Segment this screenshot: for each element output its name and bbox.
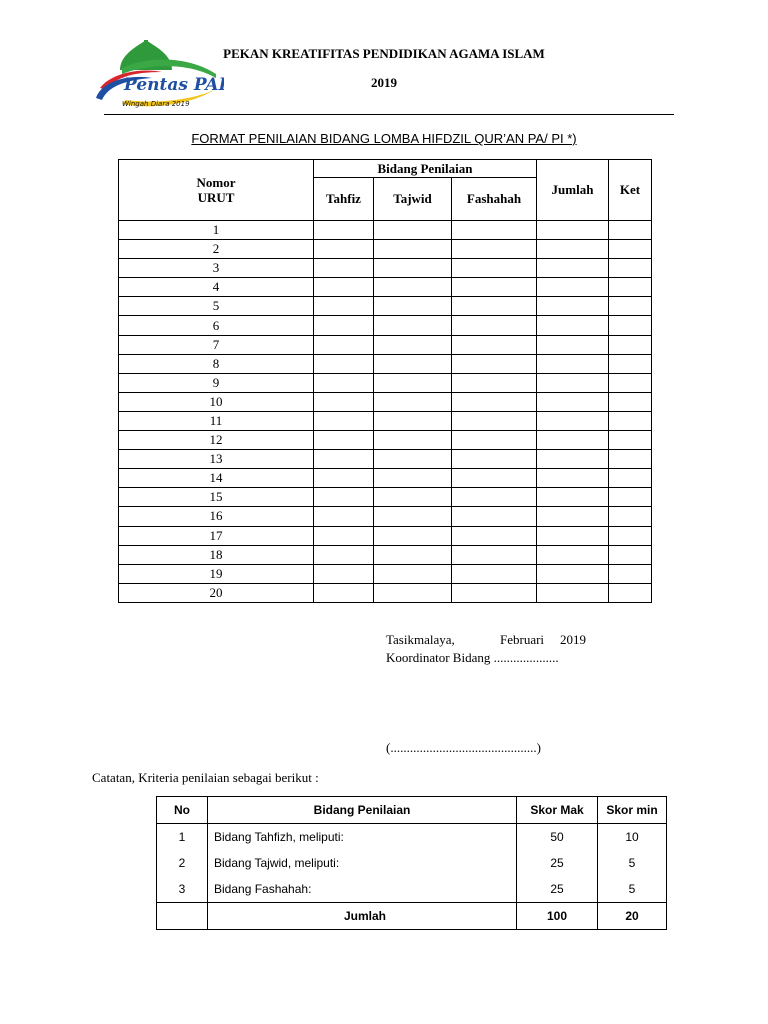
score-row [119, 583, 652, 602]
score-row [119, 392, 652, 411]
col-header-nomor-label: Nomor URUT [196, 175, 236, 205]
ket-cell[interactable] [609, 583, 652, 602]
fashahah-cell[interactable] [452, 316, 537, 335]
tajwid-cell[interactable] [374, 469, 452, 488]
criteria-header-bidang: Bidang Penilaian [208, 797, 517, 824]
row-number: 15 [119, 488, 314, 507]
fashahah-cell[interactable] [452, 373, 537, 392]
col-header-fashahah: Fashahah [452, 178, 537, 221]
jumlah-cell[interactable] [537, 583, 609, 602]
col-header-ket: Ket [609, 160, 652, 221]
col-header-group: Bidang Penilaian [314, 160, 537, 178]
criteria-total-min: 20 [598, 903, 667, 930]
fashahah-cell[interactable] [452, 431, 537, 450]
criteria-no: 2 [157, 850, 208, 876]
jumlah-cell[interactable] [537, 373, 609, 392]
tahfiz-cell[interactable] [314, 411, 374, 430]
tahfiz-cell[interactable] [314, 545, 374, 564]
score-row [119, 221, 652, 240]
row-number: 12 [119, 431, 314, 450]
row-number: 9 [119, 373, 314, 392]
jumlah-cell[interactable] [537, 259, 609, 278]
row-number: 6 [119, 316, 314, 335]
row-number: 4 [119, 278, 314, 297]
score-table [118, 159, 652, 603]
fashahah-cell[interactable] [452, 545, 537, 564]
fashahah-cell[interactable] [452, 278, 537, 297]
ket-cell[interactable] [609, 526, 652, 545]
row-number: 14 [119, 469, 314, 488]
tahfiz-cell[interactable] [314, 392, 374, 411]
ket-cell[interactable] [609, 545, 652, 564]
fashahah-cell[interactable] [452, 507, 537, 526]
ket-cell[interactable] [609, 392, 652, 411]
row-number: 18 [119, 545, 314, 564]
tajwid-cell[interactable] [374, 278, 452, 297]
score-row [119, 354, 652, 373]
tajwid-cell[interactable] [374, 373, 452, 392]
row-number: 17 [119, 526, 314, 545]
ket-cell[interactable] [609, 431, 652, 450]
score-row [119, 545, 652, 564]
fashahah-cell[interactable] [452, 564, 537, 583]
row-number: 8 [119, 354, 314, 373]
tahfiz-cell[interactable] [314, 431, 374, 450]
tajwid-cell[interactable] [374, 392, 452, 411]
jumlah-cell[interactable] [537, 431, 609, 450]
tajwid-cell[interactable] [374, 507, 452, 526]
criteria-no: 3 [157, 876, 208, 903]
tahfiz-cell[interactable] [314, 259, 374, 278]
col-header-tajwid: Tajwid [374, 178, 452, 221]
tahfiz-cell[interactable] [314, 316, 374, 335]
row-number: 13 [119, 450, 314, 469]
tajwid-cell[interactable] [374, 221, 452, 240]
row-number: 3 [119, 259, 314, 278]
tajwid-cell[interactable] [374, 297, 452, 316]
tahfiz-cell[interactable] [314, 564, 374, 583]
tajwid-cell[interactable] [374, 431, 452, 450]
criteria-row [157, 876, 667, 903]
criteria-total-no [157, 903, 208, 930]
fashahah-cell[interactable] [452, 259, 537, 278]
tahfiz-cell[interactable] [314, 335, 374, 354]
score-row [119, 450, 652, 469]
tajwid-cell[interactable] [374, 411, 452, 430]
tahfiz-cell[interactable] [314, 221, 374, 240]
jumlah-cell[interactable] [537, 297, 609, 316]
criteria-skor-min: 5 [598, 850, 667, 876]
catatan-text: Catatan, Kriteria penilaian sebagai berikut : [92, 770, 319, 785]
ket-cell[interactable] [609, 373, 652, 392]
fashahah-cell[interactable] [452, 411, 537, 430]
tajwid-cell[interactable] [374, 564, 452, 583]
signature-place: Tasikmalaya, [386, 632, 455, 647]
score-row [119, 316, 652, 335]
jumlah-cell[interactable] [537, 335, 609, 354]
criteria-skor-mak: 25 [517, 850, 598, 876]
tahfiz-cell[interactable] [314, 278, 374, 297]
fashahah-cell[interactable] [452, 297, 537, 316]
col-header-jumlah: Jumlah [537, 160, 609, 221]
jumlah-cell[interactable] [537, 507, 609, 526]
criteria-table [156, 796, 667, 930]
score-row [119, 259, 652, 278]
jumlah-cell[interactable] [537, 450, 609, 469]
score-row [119, 240, 652, 259]
score-row [119, 488, 652, 507]
header-title: PEKAN KREATIFITAS PENDIDIKAN AGAMA ISLAM [223, 46, 545, 61]
fashahah-cell[interactable] [452, 526, 537, 545]
criteria-total-label: Jumlah [208, 903, 517, 930]
score-row [119, 564, 652, 583]
tahfiz-cell[interactable] [314, 488, 374, 507]
tajwid-cell[interactable] [374, 526, 452, 545]
tajwid-cell[interactable] [374, 335, 452, 354]
row-number: 20 [119, 583, 314, 602]
fashahah-cell[interactable] [452, 240, 537, 259]
score-row [119, 469, 652, 488]
criteria-total-mak: 100 [517, 903, 598, 930]
ket-cell[interactable] [609, 488, 652, 507]
tahfiz-cell[interactable] [314, 526, 374, 545]
jumlah-cell[interactable] [537, 240, 609, 259]
tahfiz-cell[interactable] [314, 240, 374, 259]
row-number: 7 [119, 335, 314, 354]
score-row [119, 373, 652, 392]
signature-month: Februari [500, 632, 545, 647]
fashahah-cell[interactable] [452, 354, 537, 373]
logo-subtext: Wingah Diara 2019 [122, 100, 190, 108]
tahfiz-cell[interactable] [314, 507, 374, 526]
ket-cell[interactable] [609, 354, 652, 373]
score-row [119, 411, 652, 430]
fashahah-cell[interactable] [452, 450, 537, 469]
header-year: 2019 [371, 75, 397, 90]
signature-coordinator: Koordinator Bidang .................... [386, 650, 559, 665]
col-header-nomor [119, 160, 314, 221]
criteria-skor-mak: 25 [517, 876, 598, 903]
score-row [119, 335, 652, 354]
form-title: FORMAT PENILAIAN BIDANG LOMBA HIFDZIL QUR’AN PA/ PI *) [191, 131, 577, 146]
ket-cell[interactable] [609, 450, 652, 469]
row-number: 16 [119, 507, 314, 526]
fashahah-cell[interactable] [452, 469, 537, 488]
header-divider [104, 114, 674, 115]
tajwid-cell[interactable] [374, 545, 452, 564]
fashahah-cell[interactable] [452, 221, 537, 240]
ket-cell[interactable] [609, 240, 652, 259]
row-number: 10 [119, 392, 314, 411]
criteria-skor-mak: 50 [517, 824, 598, 851]
fashahah-cell[interactable] [452, 335, 537, 354]
score-row [119, 526, 652, 545]
tajwid-cell[interactable] [374, 354, 452, 373]
tajwid-cell[interactable] [374, 583, 452, 602]
ket-cell[interactable] [609, 316, 652, 335]
tahfiz-cell[interactable] [314, 373, 374, 392]
score-row [119, 431, 652, 450]
logo-text: Pentas PAI [124, 75, 224, 95]
jumlah-cell[interactable] [537, 221, 609, 240]
row-number: 2 [119, 240, 314, 259]
tajwid-cell[interactable] [374, 316, 452, 335]
ket-cell[interactable] [609, 221, 652, 240]
criteria-row [157, 850, 667, 876]
score-row [119, 507, 652, 526]
signature-name-line: (.............................................) [386, 740, 541, 755]
col-header-tahfiz: Tahfiz [314, 178, 374, 221]
ket-cell[interactable] [609, 564, 652, 583]
score-row [119, 278, 652, 297]
ket-cell[interactable] [609, 411, 652, 430]
jumlah-cell[interactable] [537, 392, 609, 411]
jumlah-cell[interactable] [537, 278, 609, 297]
row-number: 5 [119, 297, 314, 316]
tajwid-cell[interactable] [374, 259, 452, 278]
criteria-header-skor-mak: Skor Mak [517, 797, 598, 824]
row-number: 11 [119, 411, 314, 430]
jumlah-cell[interactable] [537, 354, 609, 373]
fashahah-cell[interactable] [452, 488, 537, 507]
tajwid-cell[interactable] [374, 488, 452, 507]
criteria-row [157, 824, 667, 851]
tahfiz-cell[interactable] [314, 583, 374, 602]
jumlah-cell[interactable] [537, 564, 609, 583]
tahfiz-cell[interactable] [314, 297, 374, 316]
ket-cell[interactable] [609, 259, 652, 278]
tajwid-cell[interactable] [374, 240, 452, 259]
ket-cell[interactable] [609, 469, 652, 488]
criteria-skor-min: 5 [598, 876, 667, 903]
criteria-bidang: Bidang Tahfizh, meliputi: [208, 824, 517, 851]
jumlah-cell[interactable] [537, 316, 609, 335]
criteria-no: 1 [157, 824, 208, 851]
ket-cell[interactable] [609, 297, 652, 316]
ket-cell[interactable] [609, 278, 652, 297]
tahfiz-cell[interactable] [314, 469, 374, 488]
jumlah-cell[interactable] [537, 545, 609, 564]
criteria-header-skor-min: Skor min [598, 797, 667, 824]
ket-cell[interactable] [609, 507, 652, 526]
fashahah-cell[interactable] [452, 392, 537, 411]
criteria-skor-min: 10 [598, 824, 667, 851]
tajwid-cell[interactable] [374, 450, 452, 469]
tahfiz-cell[interactable] [314, 450, 374, 469]
signature-year: 2019 [560, 632, 586, 647]
score-row [119, 297, 652, 316]
fashahah-cell[interactable] [452, 583, 537, 602]
jumlah-cell[interactable] [537, 488, 609, 507]
criteria-bidang: Bidang Fashahah: [208, 876, 517, 903]
row-number: 19 [119, 564, 314, 583]
jumlah-cell[interactable] [537, 469, 609, 488]
jumlah-cell[interactable] [537, 526, 609, 545]
criteria-header-no: No [157, 797, 208, 824]
tahfiz-cell[interactable] [314, 354, 374, 373]
jumlah-cell[interactable] [537, 411, 609, 430]
criteria-bidang: Bidang Tajwid, meliputi: [208, 850, 517, 876]
ket-cell[interactable] [609, 335, 652, 354]
row-number: 1 [119, 221, 314, 240]
